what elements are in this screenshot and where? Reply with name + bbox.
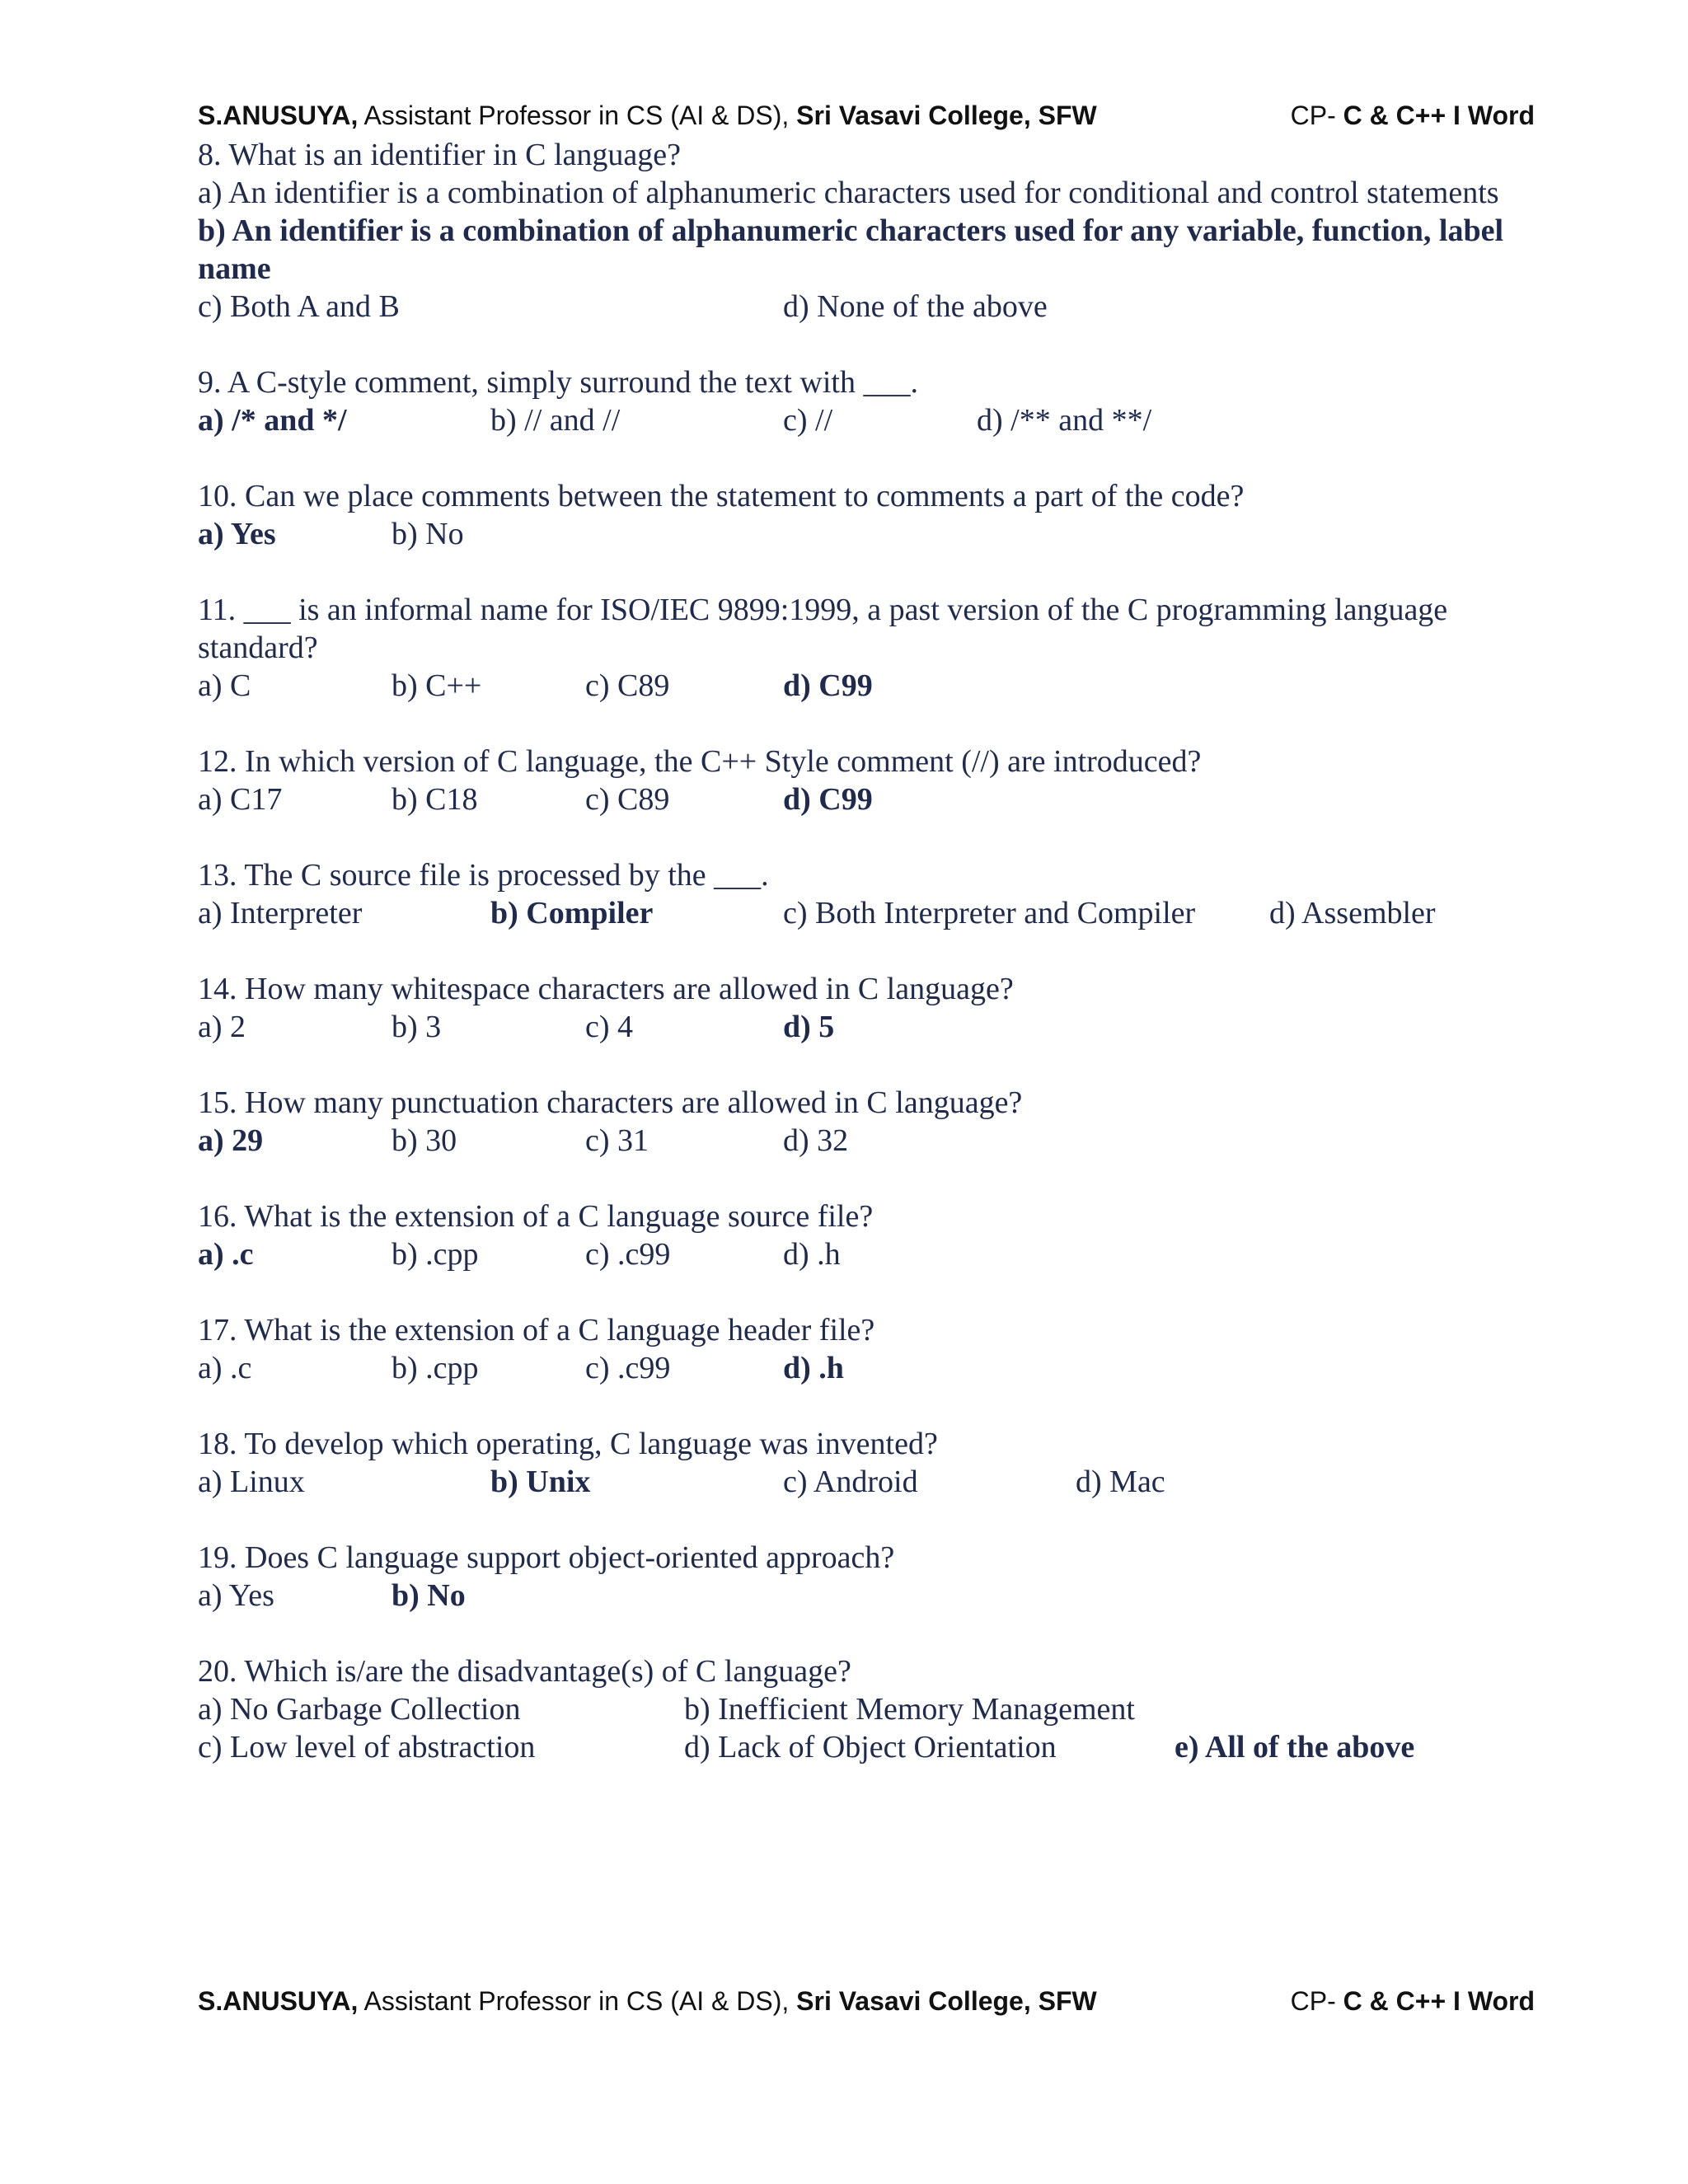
option-c: c) .c99 [585, 1351, 671, 1385]
option-c: c) C89 [585, 782, 670, 817]
option-b-answer: b) Compiler [490, 896, 654, 930]
question-8 [198, 136, 1550, 326]
option-c: c) 31 [585, 1123, 649, 1158]
question-text: 20. Which is/are the disadvantage(s) of C language? [198, 1654, 851, 1689]
option-a: a) 2 [198, 1010, 246, 1044]
question-12 [198, 743, 1550, 818]
option-a-answer: a) /* and */ [198, 403, 347, 438]
option-c: c) Low level of abstraction [198, 1730, 536, 1765]
option-d-answer: d) 5 [783, 1010, 835, 1044]
option-d: d) Mac [1076, 1465, 1165, 1499]
options-row [198, 288, 1550, 326]
option-a: a) C [198, 668, 251, 703]
option-d-answer: d) C99 [783, 668, 873, 703]
option-d: d) 32 [783, 1123, 849, 1158]
page-header [198, 99, 1535, 132]
options-row [198, 1463, 1550, 1501]
option-b-answer: b) Unix [490, 1465, 591, 1499]
question-text: 11. ___ is an informal name for ISO/IEC 9899:1999, a past version of the C programming language standard? [198, 593, 1448, 665]
options-row [198, 780, 1550, 818]
option-c: c) Android [783, 1465, 918, 1499]
option-d: d) .h [783, 1237, 841, 1272]
question-9 [198, 363, 1550, 439]
question-17 [198, 1311, 1550, 1387]
question-text: 13. The C source file is processed by the ___. [198, 858, 769, 893]
header-role: Assistant Professor in CS (AI & DS), [358, 101, 797, 130]
option-b-answer: b) No [392, 1578, 466, 1613]
option-b: b) .cpp [392, 1351, 479, 1385]
option-d-answer: d) .h [783, 1351, 844, 1385]
options-row [198, 1728, 1550, 1766]
question-16 [198, 1197, 1550, 1273]
options-row [198, 1122, 1550, 1160]
question-text: 18. To develop which operating, C language was invented? [198, 1427, 938, 1461]
question-18 [198, 1425, 1550, 1501]
option-b: b) .cpp [392, 1237, 479, 1272]
option-c: c) Both Interpreter and Compiler [783, 896, 1196, 930]
question-text: 15. How many punctuation characters are allowed in C language? [198, 1085, 1023, 1120]
option-b: b) 3 [392, 1010, 442, 1044]
option-b: b) Inefficient Memory Management [684, 1692, 1135, 1727]
question-11 [198, 591, 1550, 705]
option-c: c) 4 [585, 1010, 634, 1044]
options-row [198, 1577, 1550, 1615]
question-14 [198, 970, 1550, 1046]
option-a: a) No Garbage Collection [198, 1692, 521, 1727]
question-text: 19. Does C language support object-oriented approach? [198, 1540, 895, 1575]
options-row [198, 515, 1550, 553]
question-text: 17. What is the extension of a C language header file? [198, 1313, 875, 1347]
option-a: a) Interpreter [198, 896, 363, 930]
footer-role: Assistant Professor in CS (AI & DS), [358, 1986, 797, 2016]
header-college: Sri Vasavi College, SFW [796, 101, 1097, 130]
footer-course: C & C++ I Word [1343, 1986, 1535, 2016]
question-10 [198, 477, 1550, 553]
option-a: a) An identifier is a combination of alphanumeric characters used for conditional and control statements [198, 176, 1499, 210]
question-text: 16. What is the extension of a C language source file? [198, 1199, 874, 1234]
options-row [198, 1008, 1550, 1046]
question-13 [198, 856, 1550, 932]
option-d: d) None of the above [783, 289, 1048, 324]
option-c: c) .c99 [585, 1237, 671, 1272]
header-course: C & C++ I Word [1343, 101, 1535, 130]
option-b: b) // and // [490, 403, 621, 438]
header-course-prefix: CP- [1290, 101, 1343, 130]
options-row [198, 894, 1550, 932]
option-b: b) 30 [392, 1123, 457, 1158]
option-b: b) C++ [392, 668, 482, 703]
option-e-answer: e) All of the above [1175, 1730, 1415, 1765]
footer-college: Sri Vasavi College, SFW [796, 1986, 1097, 2016]
option-b: b) No [392, 517, 464, 551]
page-footer [198, 1985, 1535, 2018]
option-a: a) Yes [198, 1578, 274, 1613]
options-row [198, 401, 1550, 439]
option-a: a) C17 [198, 782, 283, 817]
question-text: 12. In which version of C language, the C++ Style comment (//) are introduced? [198, 744, 1202, 779]
option-c: c) // [783, 403, 833, 438]
option-a-answer: a) .c [198, 1237, 254, 1272]
footer-course-prefix: CP- [1290, 1986, 1343, 2016]
question-text: 10. Can we place comments between the statement to comments a part of the code? [198, 479, 1245, 513]
option-a: a) Linux [198, 1465, 305, 1499]
options-row [198, 1235, 1550, 1273]
option-a-answer: a) Yes [198, 517, 276, 551]
option-c: c) Both A and B [198, 289, 400, 324]
options-row [198, 1690, 1550, 1728]
header-course-block [1291, 99, 1535, 132]
question-list [198, 136, 1550, 1804]
footer-course-block [1291, 1985, 1535, 2018]
option-d: d) Lack of Object Orientation [684, 1730, 1057, 1765]
option-d-answer: d) C99 [783, 782, 873, 817]
option-a-answer: a) 29 [198, 1123, 264, 1158]
header-author: S.ANUSUYA, [198, 101, 359, 130]
option-b-answer: b) An identifier is a combination of alphanumeric characters used for any variable, function, label name [198, 213, 1504, 286]
option-a: a) .c [198, 1351, 252, 1385]
question-15 [198, 1084, 1550, 1160]
option-d: d) Assembler [1269, 896, 1436, 930]
footer-author: S.ANUSUYA, [198, 1986, 359, 2016]
options-row [198, 1349, 1550, 1387]
options-row [198, 667, 1550, 705]
question-20 [198, 1652, 1550, 1766]
option-d: d) /** and **/ [977, 403, 1152, 438]
option-c: c) C89 [585, 668, 670, 703]
question-19 [198, 1539, 1550, 1615]
question-text: 9. A C-style comment, simply surround the text with ___. [198, 365, 918, 400]
question-text: 14. How many whitespace characters are allowed in C language? [198, 972, 1014, 1006]
option-b: b) C18 [392, 782, 478, 817]
question-text: 8. What is an identifier in C language? [198, 138, 682, 172]
